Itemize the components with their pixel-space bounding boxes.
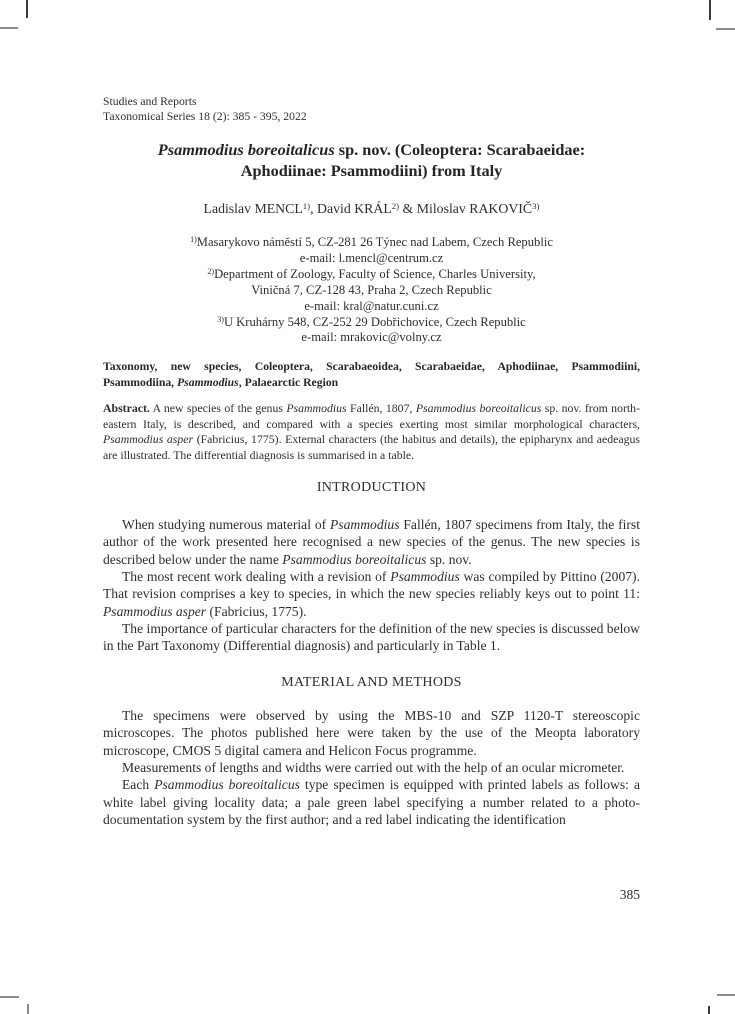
- crop-mark-top-left-horizontal: [0, 27, 18, 29]
- keywords: Taxonomy, new species, Coleoptera, Scarabaeoidea, Scarabaeidae, Aphodiinae, Psammodiini, Psammodiina, Psammodius, Palaearctic Region: [103, 360, 640, 389]
- affiliation-email-2: e-mail: kral@natur.cuni.cz: [304, 298, 439, 313]
- paragraph: Each Psammodius boreoitalicus type specimen is equipped with printed labels as follows: a white label giving locality data; a pale green label specifying a number related to a photo-documentation system by the first author; and a red label indicating the identification: [103, 777, 640, 828]
- page-number: 385: [619, 887, 640, 902]
- crop-mark-bottom-left-horizontal: [0, 996, 19, 998]
- affiliation-email-1: e-mail: l.mencl@centrum.cz: [299, 250, 444, 265]
- journal-name: Studies and Reports: [103, 95, 197, 108]
- journal-header: [103, 94, 640, 124]
- affiliation-line-2: $^{2)}$Department of Zoology, Faculty of Science, Charles University,: [207, 266, 536, 281]
- article-title-line1: Psammodius boreoitalicus sp. nov. (Coleoptera: Scarabaeidae:: [157, 140, 586, 159]
- paragraph: Measurements of lengths and widths were carried out with the help of an ocular micrometer.: [122, 760, 625, 776]
- abstract: Abstract. A new species of the genus Psammodius Fallén, 1807, Psammodius boreoitalicus sp. nov. from north-eastern Italy, is described, and compared with a species exerting most similar morphological characters, Psammodius asper (Fabricius, 1775). External characters (the habitus and details), the epipharynx and aedeagus are illustrated. The differential diagnosis is summarised in a table.: [103, 401, 641, 462]
- author-line: Ladislav MENCL$^{1)}$, David KRÁL$^{2)}$ & Miloslav RAKOVIČ$^{3)}$: [203, 201, 540, 216]
- section-heading-material-and-methods: MATERIAL AND METHODS: [281, 675, 462, 690]
- affiliation-line-3: $^{3)}$U Kruhárny 548, CZ-252 29 Dobřichovice, Czech Republic: [217, 314, 526, 329]
- article-title: [103, 140, 640, 181]
- paragraph: The specimens were observed by using the MBS-10 and SZP 1120-T stereoscopic microscopes. The photos published here were taken by the use of the Meopta laboratory microscope, CMOS 5 digital camera and Helicon Focus programme.: [103, 708, 640, 758]
- crop-mark-bottom-right-horizontal: [717, 994, 735, 996]
- article-title-line2: Aphodiinae: Psammodiini) from Italy: [240, 160, 503, 180]
- affiliation-line-1: $^{1)}$Masarykovo náměstí 5, CZ-281 26 Týnec nad Labem, Czech Republic: [190, 235, 553, 249]
- journal-issue-line: Taxonomical Series 18 (2): 385 - 395, 2022: [103, 110, 307, 124]
- paragraph: The importance of particular characters for the definition of the new species is discussed below in the Part Taxonomy (Differential diagnosis) and particularly in Table 1.: [103, 621, 640, 654]
- affiliations: [103, 235, 640, 346]
- affiliation-email-3: e-mail: mrakovic@volny.cz: [301, 330, 442, 345]
- section-heading-introduction: INTRODUCTION: [316, 480, 427, 495]
- paragraph: The most recent work dealing with a revision of Psammodius was compiled by Pittino (2007). That revision comprises a key to species, in which the new species reliably keys out to point 11: Psammodius asper (Fabricius, 1775).: [103, 569, 640, 619]
- affiliation-line-2b: Viničná 7, CZ-128 43, Praha 2, Czech Republic: [251, 282, 492, 297]
- section-body-introduction: [103, 516, 640, 655]
- paragraph: When studying numerous material of Psammodius Fallén, 1807 specimens from Italy, the first author of the work presented here recognised a new species of the genus. The new species is described below under the name Psammodius boreoitalicus sp. nov.: [103, 517, 640, 567]
- crop-mark-top-left-vertical: [26, 0, 28, 18]
- crop-mark-top-right-horizontal: [716, 28, 735, 30]
- crop-mark-top-right-vertical: [709, 0, 711, 20]
- crop-mark-bottom-right-vertical: [708, 1006, 710, 1014]
- crop-mark-bottom-left-vertical: [27, 1004, 29, 1014]
- section-body-material-and-methods: [103, 707, 640, 828]
